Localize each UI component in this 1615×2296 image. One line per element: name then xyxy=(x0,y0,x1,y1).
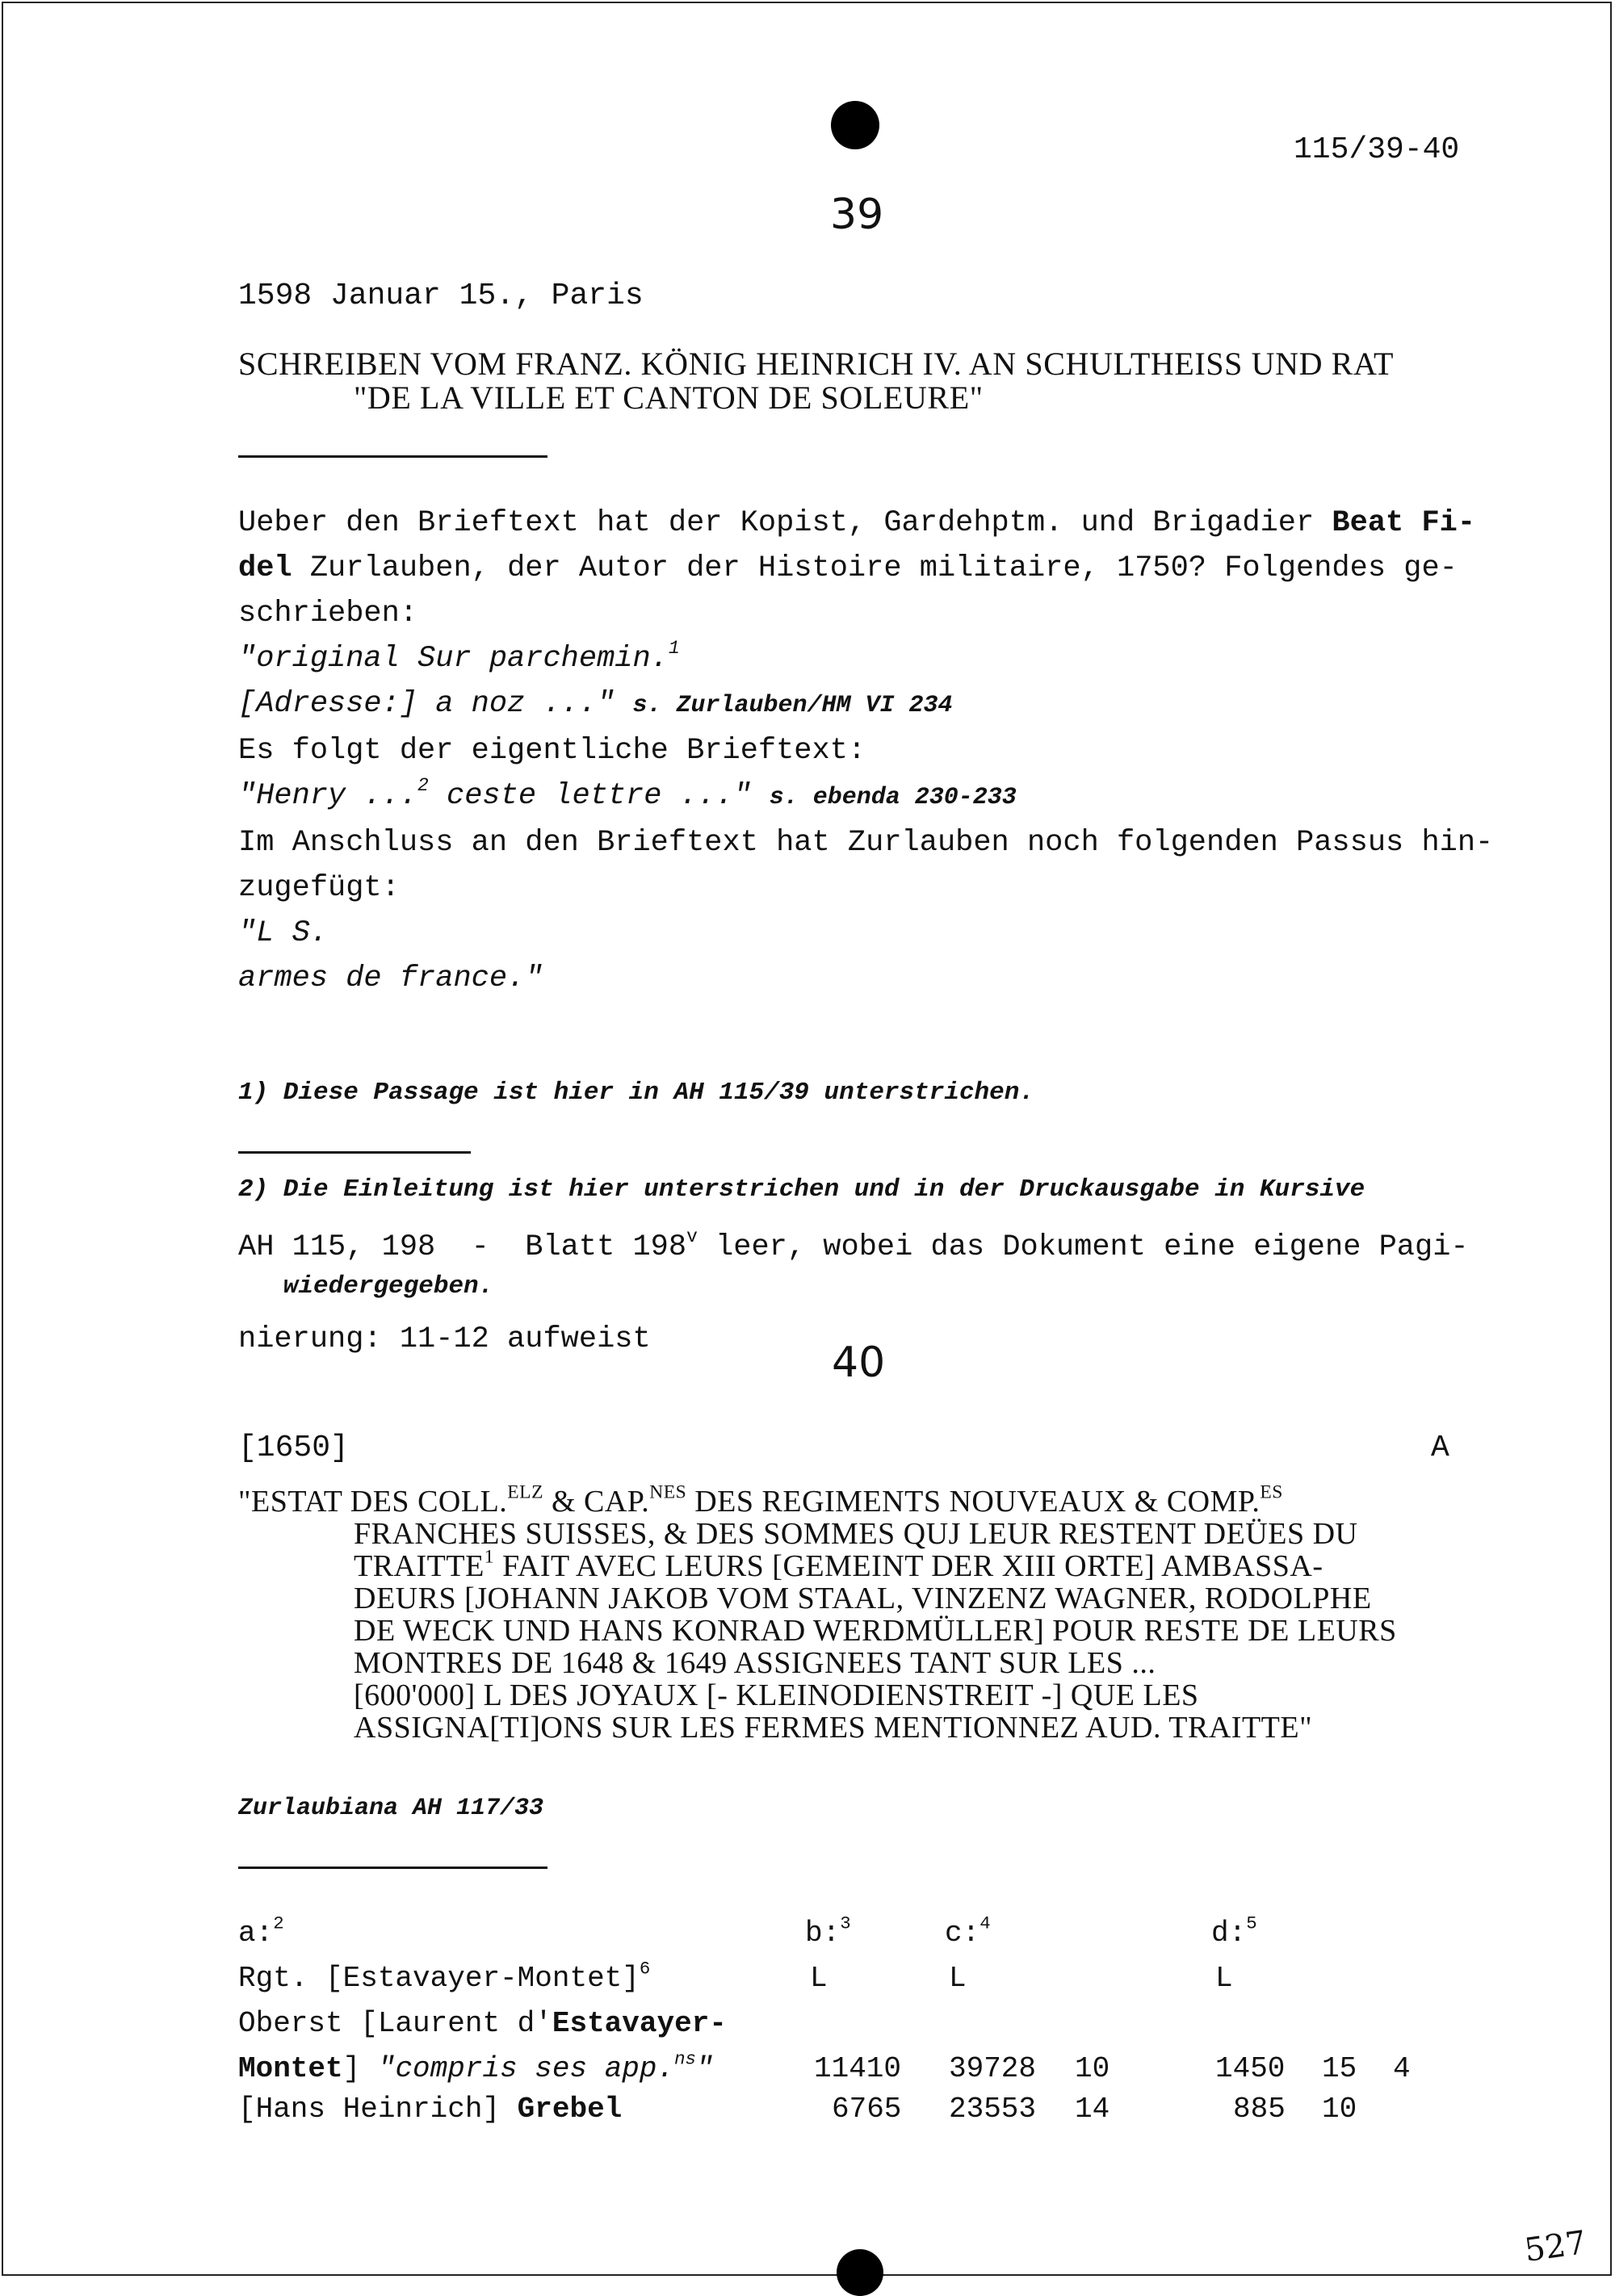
punch-hole-bottom xyxy=(837,2249,883,2296)
footnote-ref: 1 xyxy=(484,1546,495,1568)
text: ] xyxy=(342,2052,378,2085)
text: & CAP. xyxy=(543,1485,650,1519)
document-title xyxy=(238,1481,1397,1745)
abbrev-sup: ns xyxy=(674,2048,696,2070)
document-date: [1650] xyxy=(238,1431,349,1465)
footnote-1: 1) Diese Passage ist hier in AH 115/39 unterstrichen. xyxy=(238,1079,1034,1107)
value-d-pounds: 1450 xyxy=(1215,2052,1286,2085)
currency-c: L xyxy=(949,1962,967,1995)
commentary-line xyxy=(238,546,1466,591)
title-line: [600'000] L DES JOYAUX [- KLEINODIENSTREIT -] QUE LES xyxy=(354,1678,1199,1712)
value-b: 6765 xyxy=(832,2093,902,2126)
separator-rule xyxy=(238,1151,471,1154)
quote-line: "L S. xyxy=(238,916,329,950)
text: leer, wobei das Dokument eine eigene Pagi- xyxy=(697,1230,1469,1264)
row-label xyxy=(238,1958,651,1995)
col-header-a xyxy=(238,1913,284,1950)
italic-quote: ceste lettre ..." xyxy=(428,779,770,813)
abbrev-sup: NES xyxy=(649,1481,687,1503)
text: "ESTAT DES COLL. xyxy=(238,1485,508,1519)
text: Zurlauben, der Autor der Histoire militaire, 1750? Folgendes ge- xyxy=(292,551,1458,585)
row-label xyxy=(238,2007,727,2040)
document-title-line-1: SCHREIBEN VOM FRANZ. KÖNIG HEINRICH IV. AN SCHULTHEISS UND RAT xyxy=(238,346,1395,382)
text: [Hans Heinrich] xyxy=(238,2093,518,2126)
commentary-line: zugefügt: xyxy=(238,871,400,905)
italic-quote: " xyxy=(695,2052,714,2085)
footnote-ref: 1 xyxy=(668,637,680,659)
name-bold: Montet xyxy=(238,2052,343,2085)
source-line xyxy=(238,1226,1469,1264)
document-date: 1598 Januar 15., Paris xyxy=(238,279,644,313)
footnote-ref: 4 xyxy=(979,1913,991,1934)
title-line xyxy=(238,1481,1397,1519)
text: AH 115, 198 - Blatt 198 xyxy=(238,1230,687,1264)
text: Oberst [Laurent d' xyxy=(238,2007,552,2040)
col-header-b xyxy=(805,1913,851,1950)
text: DES REGIMENTS NOUVEAUX & COMP. xyxy=(686,1485,1261,1519)
commentary-line xyxy=(238,501,1476,546)
quote-line xyxy=(238,636,1466,681)
name-bold: Estavayer- xyxy=(552,2007,727,2040)
commentary-block xyxy=(238,501,1494,1001)
separator-rule xyxy=(238,455,547,458)
text: Rgt. [Estavayer-Montet] xyxy=(238,1962,640,1995)
italic-quote: "compris ses app. xyxy=(377,2052,675,2085)
row-label xyxy=(238,2048,714,2085)
value-d-deniers: 4 xyxy=(1393,2052,1411,2085)
text: TRAITTE xyxy=(354,1549,484,1583)
commentary-line: Im Anschluss an den Brieftext hat Zurlauben noch folgenden Passus hin- xyxy=(238,826,1494,860)
handwritten-folio-note: 527 xyxy=(1522,2223,1589,2270)
title-line xyxy=(238,1546,1397,1583)
italic-quote: "Henry ... xyxy=(238,779,418,813)
archive-reference: 115/39-40 xyxy=(1294,132,1460,167)
footnote-ref: 6 xyxy=(639,1958,651,1980)
source-reference: Zurlaubiana AH 117/33 xyxy=(238,1795,544,1822)
title-line: DEURS [JOHANN JAKOB VOM STAAL, VINZENZ WAGNER, RODOLPHE xyxy=(354,1582,1372,1615)
accounts-table xyxy=(238,1907,1449,2133)
currency-d: L xyxy=(1215,1962,1233,1995)
col-header-d xyxy=(1211,1913,1257,1950)
abbrev-sup: ES xyxy=(1260,1481,1283,1503)
separator-rule xyxy=(238,1867,547,1869)
text: FAIT AVEC LEURS [GEMEINT DER XIII ORTE] AMBASSA- xyxy=(494,1549,1323,1583)
italic-quote: "original Sur parchemin. xyxy=(238,642,669,676)
quote-line xyxy=(238,681,1466,728)
title-line: MONTRES DE 1648 & 1649 ASSIGNEES TANT SUR LES ... xyxy=(354,1646,1156,1680)
footnote-2-cont: wiedergegeben. xyxy=(238,1272,494,1301)
text: a: xyxy=(238,1917,274,1950)
source-line: nierung: 11-12 aufweist xyxy=(238,1322,651,1356)
footnote-ref: 2 xyxy=(273,1913,284,1934)
reference: s. ebenda 230-233 xyxy=(769,784,1017,811)
text: d: xyxy=(1211,1917,1247,1950)
value-d-sols: 10 xyxy=(1322,2093,1357,2126)
row-label xyxy=(238,2093,622,2126)
footnote-ref: 3 xyxy=(840,1913,851,1934)
reference: s. Zurlauben/HM VI 234 xyxy=(632,692,953,719)
commentary-line: Es folgt der eigentliche Brieftext: xyxy=(238,734,866,768)
text: b: xyxy=(805,1917,841,1950)
title-line: ASSIGNA[TI]ONS SUR LES FERMES MENTIONNEZ AUD. TRAITTE" xyxy=(354,1711,1313,1745)
value-c-pounds: 23553 xyxy=(949,2093,1037,2126)
commentary-line: schrieben: xyxy=(238,597,418,631)
document-title-line-2: "DE LA VILLE ET CANTON DE SOLEURE" xyxy=(354,379,984,416)
value-c-sols: 10 xyxy=(1075,2052,1110,2085)
footnote-2: 2) Die Einleitung ist hier unterstrichen und in der Druckausgabe in Kursive xyxy=(238,1175,1365,1204)
text: Ueber den Brieftext hat der Kopist, Gardehptm. und Brigadier xyxy=(238,506,1332,540)
italic-quote: [Adresse:] a noz ..." xyxy=(238,687,633,721)
value-b: 11410 xyxy=(814,2052,902,2085)
text: c: xyxy=(945,1917,980,1950)
value-c-pounds: 39728 xyxy=(949,2052,1037,2085)
verso-mark: v xyxy=(686,1226,698,1247)
document-marker: A xyxy=(1431,1431,1449,1465)
document-number-39: 39 xyxy=(830,191,884,239)
punch-hole-top xyxy=(831,101,879,149)
value-c-sols: 14 xyxy=(1075,2093,1110,2126)
footnote-ref: 5 xyxy=(1246,1913,1257,1934)
name-bold: Beat Fi- xyxy=(1332,506,1476,540)
value-d-pounds: 885 xyxy=(1233,2093,1286,2126)
quote-line: armes de france." xyxy=(238,962,543,995)
currency-b: L xyxy=(810,1962,828,1995)
col-header-c xyxy=(945,1913,991,1950)
title-line: DE WECK UND HANS KONRAD WERDMÜLLER] POUR RESTE DE LEURS xyxy=(354,1614,1397,1648)
title-line: FRANCHES SUISSES, & DES SOMMES QUJ LEUR RESTENT DEÜES DU xyxy=(354,1517,1358,1551)
name-bold: del xyxy=(238,551,292,585)
name-bold: Grebel xyxy=(517,2093,623,2126)
abbrev-sup: ELZ xyxy=(507,1481,543,1503)
quote-line xyxy=(238,773,1466,820)
value-d-sols: 15 xyxy=(1322,2052,1357,2085)
document-number-40: 40 xyxy=(832,1339,886,1387)
footnote-ref: 2 xyxy=(417,774,429,796)
